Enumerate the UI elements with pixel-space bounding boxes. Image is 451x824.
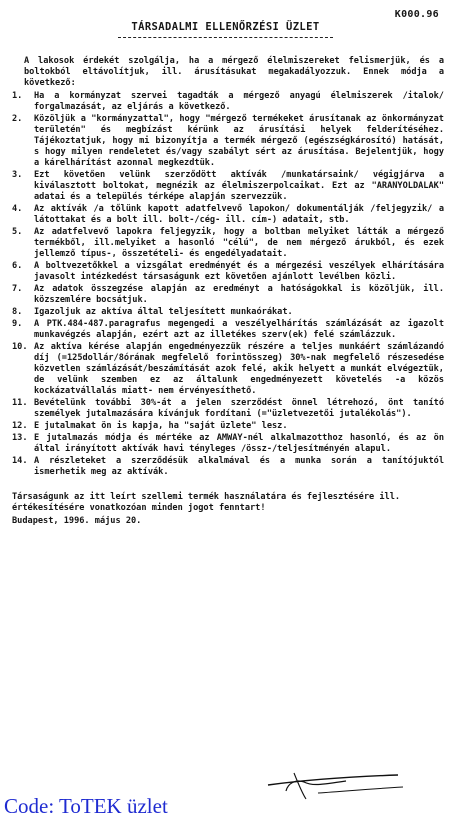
list-item <box>12 91 444 113</box>
intro-paragraph: A lakosok érdekét szolgálja, ha a mérgező élelmiszereket felismerjük, és a boltokból eltávolítjuk, ill. árusításukat megakadályozzuk. Ennek módja a következő: <box>24 56 444 88</box>
numbered-list <box>12 91 444 478</box>
list-item <box>12 421 444 432</box>
list-item-number: 3. <box>12 170 23 180</box>
list-item-text: Az adatok összegzése alapján az eredményt a hatóságokkal is közöljük, ill. közszemlére bocsátjuk. <box>34 284 444 305</box>
place-date: Budapest, 1996. május 20. <box>12 516 142 526</box>
list-item-text: Igazoljuk az aktíva által teljesített munkaórákat. <box>34 307 293 317</box>
list-item-number: 6. <box>12 261 23 271</box>
list-item-number: 2. <box>12 114 23 124</box>
list-item <box>12 284 444 306</box>
list-item-number: 13. <box>12 433 28 443</box>
list-item-number: 8. <box>12 307 23 317</box>
list-item-number: 5. <box>12 227 23 237</box>
title-underline <box>118 37 333 38</box>
list-item <box>12 307 444 318</box>
list-item-text: Ezt követően velünk szerződött aktívák /munkatársaink/ végigjárva a kiválasztott boltokat, megnézik az élelmiszerpolcaikat. Ezt az "ARANYOLDALAK" adatai és a település térképe alapján szervezzük. <box>34 170 444 202</box>
document-body <box>12 56 444 527</box>
list-item-number: 14. <box>12 456 28 466</box>
list-item <box>12 261 444 283</box>
list-item <box>12 456 444 478</box>
list-item-text: Bevételünk további 30%-át a jelen szerződést önnel létrehozó, önt tanító személyek jutalmazására kívánjuk fordítani (="üzletvezetői jutalékolás"). <box>34 398 444 419</box>
list-item-number: 7. <box>12 284 23 294</box>
list-item <box>12 319 444 341</box>
closing-statement: Társaságunk az itt leírt szellemi termék használatára és fejlesztésére ill. értékesítésére vonatkozóan minden jogot fenntart! <box>12 492 401 513</box>
document-title: TÁRSADALMI ELLENŐRZÉSI ÜZLET <box>131 21 320 33</box>
list-item-number: 12. <box>12 421 28 431</box>
list-item <box>12 170 444 203</box>
list-item-text: Közöljük a "kormányzattal", hogy "mérgező termékeket árusítanak az önkormányzat területén" és megbízást kérünk az árusítási helyek felderítéséhez. Tájékoztatjuk, hogy mi bizonyítja a termék mérgező (egészségkárosító) hatását, s hogy milyen rendeletet és/vagy szabályt sért az árusítása. Bejelentjük, hogy a kárelhárítást azonnal megkezdtük. <box>34 114 444 168</box>
list-item-text: Az aktíva kérése alapján engedményezzük részére a teljes munkáért számlázandó díj (=125dollár/8órának megfelelő forintösszeg) 30%-nak megfelelő részesedése közvetlen számlázását/beszámítását azok felé, akik helyett a munkát elvégeztük, de velünk szemben ez az általunk engedményezett követelés -a közös kockázatvállalás miatt- nem érvényesíthető. <box>34 342 444 396</box>
list-item-number: 1. <box>12 91 23 101</box>
list-item <box>12 227 444 260</box>
list-item <box>12 114 444 169</box>
document-code: K000.96 <box>394 9 439 20</box>
list-item-text: Az adatfelvevő lapokra feljegyzik, hogy a boltban melyiket látták a mérgező termékből, ill.melyiket a hasonló "célú", de nem mérgező árukból, és ezek jellemző típus-, összetételi- és engedélyadatait. <box>34 227 444 259</box>
list-item-number: 9. <box>12 319 23 329</box>
list-item-text: Az aktívák /a tőlünk kapott adatfelvevő lapokon/ dokumentálják /feljegyzik/ a látottakat és a bolt ill. bolt-/cég- ill. cím-) adatait, stb. <box>34 204 444 225</box>
list-item-text: E jutalmakat ön is kapja, ha "saját üzlete" lesz. <box>34 421 288 431</box>
footer-caption: Code: ToTEK üzlet <box>4 794 168 818</box>
list-item-number: 10. <box>12 342 28 352</box>
list-item-text: A részleteket a szerződésük alkalmával és a munka során a tanítójuktól ismerhetik meg az aktívák. <box>34 456 444 477</box>
list-item <box>12 204 444 226</box>
list-item-text: E jutalmazás módja és mértéke az AMWAY-nél alkalmazotthoz hasonló, és az ön által irányított aktívák havi tényleges /össz-/teljesítményén alapul. <box>34 433 444 454</box>
list-item <box>12 398 444 420</box>
list-item-text: A PTK.484-487.paragrafus megengedi a veszélyelhárítás számlázását az igazolt munkavégzés alapján, ezért azt az illetékes szerv(ek) felé számlázzuk. <box>34 319 444 340</box>
signature-icon <box>258 765 408 805</box>
list-item-number: 4. <box>12 204 23 214</box>
list-item <box>12 433 444 455</box>
list-item-text: A boltvezetőkkel a vizsgálat eredményét és a mérgezési veszélyek elhárítására javasolt intézkedést társaságunk ezt követően ajánlott levélben közli. <box>34 261 444 282</box>
list-item-text: Ha a kormányzat szervei tagadták a mérgező anyagú élelmiszerek /italok/ forgalmazását, az eljárás a következő. <box>34 91 444 112</box>
list-item-number: 11. <box>12 398 28 408</box>
list-item <box>12 342 444 397</box>
